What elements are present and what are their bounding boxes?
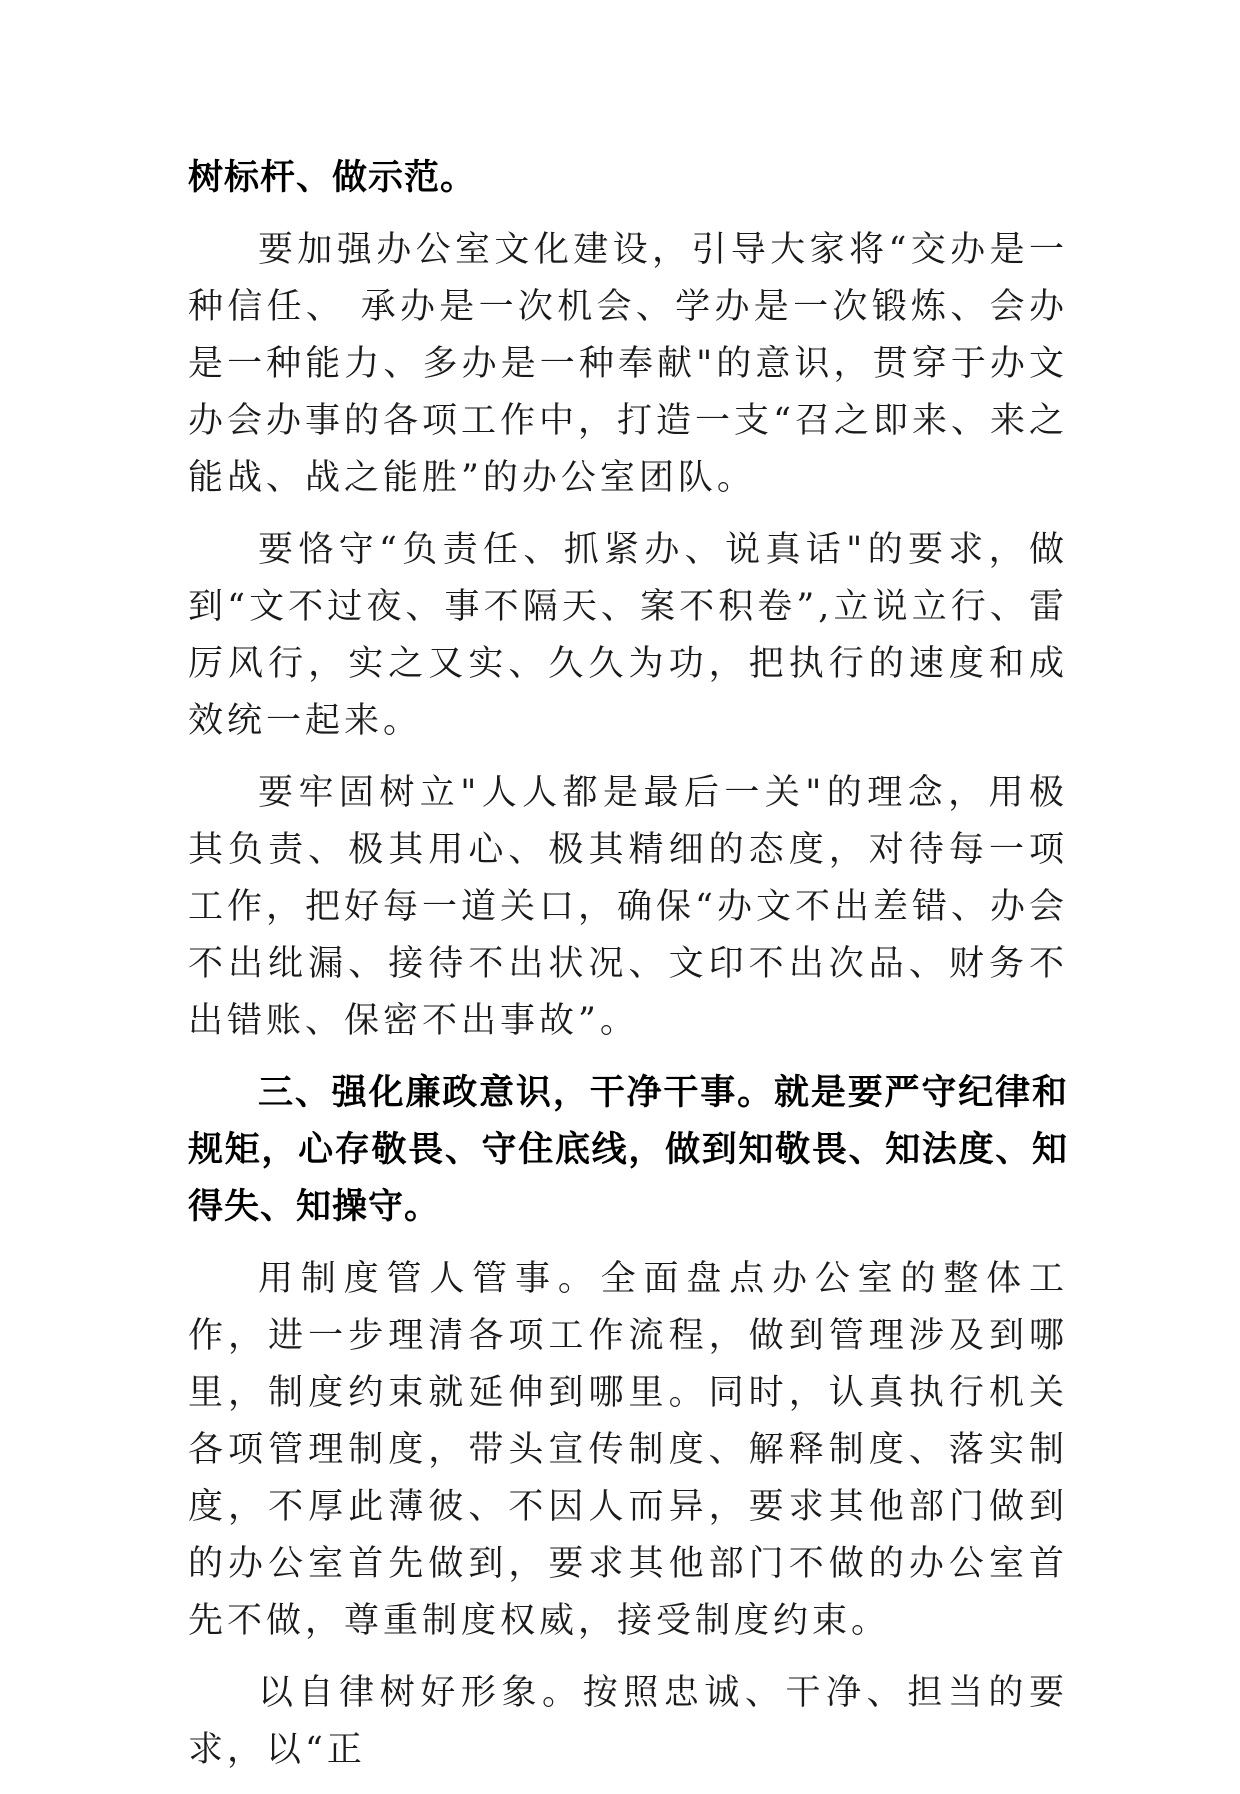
- paragraph-continuation-heading: 树标杆、做示范。: [188, 158, 477, 198]
- section-heading-integrity: 三、强化廉政意识，干净干事。就是要严守纪律和规矩，心存敬畏、守住底线，做到知敬畏、知法度、知得失、知操守。: [188, 1073, 1068, 1227]
- paragraph-self-discipline: 以自律树好形象。按照忠诚、干净、担当的要求，以“正: [188, 1673, 1068, 1770]
- paragraph-office-culture: 要加强办公室文化建设，引导大家将“交办是一种信任、 承办是一次机会、学办是一次锻炼、会办是一种能力、多办是一种奉献"的意识，贯穿于办文办会办事的各项工作中，打造一支“召之即来、来之能战、战之能胜”的办公室团队。: [188, 230, 1068, 498]
- paragraph-rules-management: 用制度管人管事。全面盘点办公室的整体工作，进一步理清各项工作流程，做到管理涉及到哪里，制度约束就延伸到哪里。同时，认真执行机关各项管理制度，带头宣传制度、解释制度、落实制度，不厚此薄彼、不因人而异，要求其他部门做到的办公室首先做到，要求其他部门不做的办公室首先不做，尊重制度权威，接受制度约束。: [188, 1259, 1068, 1641]
- document-body: [188, 150, 1068, 1794]
- paragraph-responsibility: 要恪守“负责任、抓紧办、说真话"的要求，做到“文不过夜、事不隔天、案不积卷”,立说立行、雷厉风行，实之又实、久久为功，把执行的速度和成效统一起来。: [188, 530, 1068, 741]
- paragraph-last-checkpoint: 要牢固树立"人人都是最后一关"的理念，用极其负责、极其用心、极其精细的态度，对待每一项工作，把好每一道关口，确保“办文不出差错、办会不出纰漏、接待不出状况、文印不出次品、财务不出错账、保密不出事故”。: [188, 773, 1068, 1041]
